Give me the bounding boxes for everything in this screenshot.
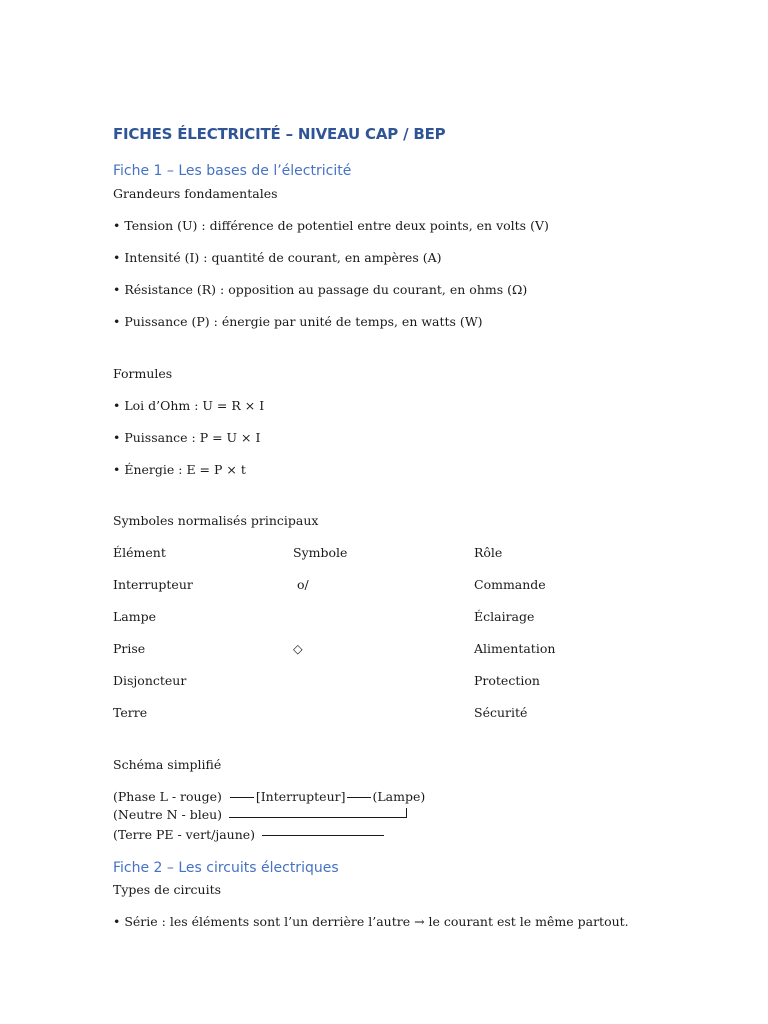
grandeur-item: • Intensité (I) : quantité de courant, en ampères (A) — [113, 250, 442, 265]
wire-segment — [230, 797, 254, 798]
fiche2-heading: Fiche 2 – Les circuits électriques — [113, 860, 339, 876]
schema-title: Schéma simplifié — [113, 757, 222, 772]
table-cell: Éclairage — [474, 609, 535, 624]
formule-item: • Loi d’Ohm : U = R × I — [113, 398, 265, 413]
grandeur-item: • Puissance (P) : énergie par unité de temps, en watts (W) — [113, 314, 483, 329]
table-row — [113, 641, 673, 657]
schema-phase-line — [113, 789, 425, 805]
earth-wire — [262, 835, 384, 836]
table-cell: Commande — [474, 577, 546, 592]
table-row — [113, 705, 673, 721]
interrupteur-label: [Interrupteur] — [255, 789, 346, 804]
table-row — [113, 577, 673, 593]
formule-item: • Puissance : P = U × I — [113, 430, 261, 445]
types-title: Types de circuits — [113, 882, 222, 897]
neutre-label: (Neutre N - bleu) — [113, 807, 223, 822]
document-title: FICHES ÉLECTRICITÉ – NIVEAU CAP / BEP — [113, 125, 446, 143]
symboles-title: Symboles normalisés principaux — [113, 513, 319, 528]
formule-item: • Énergie : E = P × t — [113, 462, 246, 477]
fiche1-heading: Fiche 1 – Les bases de l’électricité — [113, 163, 352, 179]
terre-label: (Terre PE - vert/jaune) — [113, 827, 256, 842]
neutral-wire — [229, 811, 407, 821]
table-header-row — [113, 545, 673, 561]
table-cell: Prise — [113, 641, 146, 656]
table-cell: o/ — [293, 577, 309, 592]
grandeurs-title: Grandeurs fondamentales — [113, 186, 278, 201]
table-cell: Lampe — [113, 609, 157, 624]
table-header-cell: Symbole — [293, 545, 348, 560]
table-cell: Terre — [113, 705, 148, 720]
table-header-cell: Rôle — [474, 545, 503, 560]
grandeur-item: • Tension (U) : différence de potentiel entre deux points, en volts (V) — [113, 218, 549, 233]
type-item: • Série : les éléments sont l’un derrière l’autre → le courant est le même partout. — [113, 914, 629, 929]
table-cell: Interrupteur — [113, 577, 193, 592]
table-row — [113, 609, 673, 625]
schema-neutre-line — [113, 807, 407, 823]
lampe-label: (Lampe) — [372, 789, 426, 804]
table-row — [113, 673, 673, 689]
wire-segment — [347, 797, 371, 798]
table-cell: Alimentation — [474, 641, 556, 656]
schema-terre-line — [113, 827, 384, 843]
table-cell: Disjoncteur — [113, 673, 187, 688]
grandeur-item: • Résistance (R) : opposition au passage du courant, en ohms (Ω) — [113, 282, 528, 297]
table-header-cell: Élément — [113, 545, 166, 560]
table-cell: Sécurité — [474, 705, 528, 720]
table-cell: ◇ — [293, 641, 303, 656]
table-cell: Protection — [474, 673, 540, 688]
formules-title: Formules — [113, 366, 173, 381]
phase-label: (Phase L - rouge) — [113, 789, 222, 804]
